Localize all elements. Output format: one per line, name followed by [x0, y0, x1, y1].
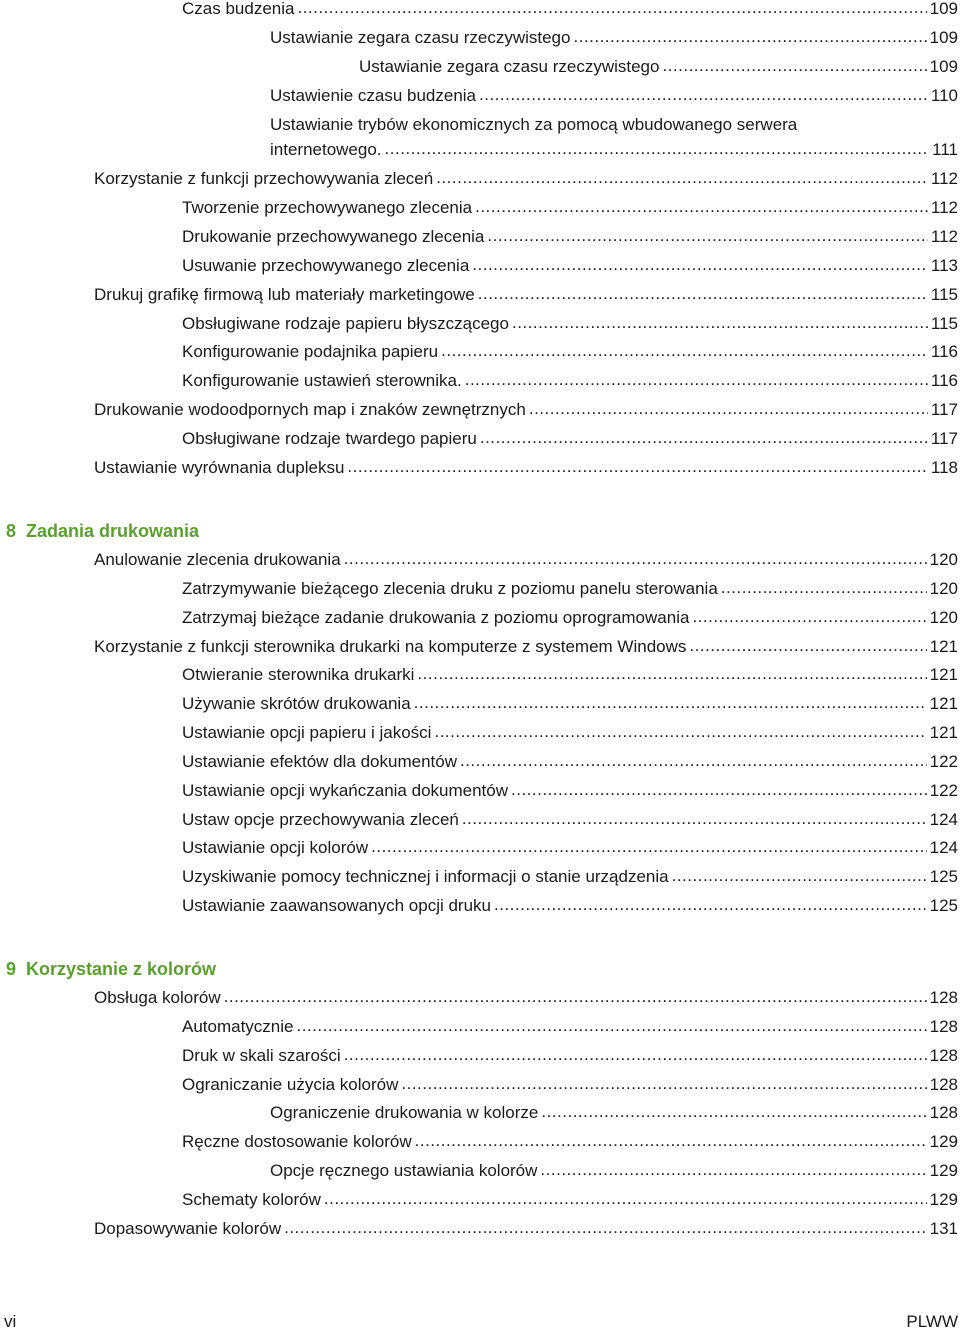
toc-entry-title: Ustawianie efektów dla dokumentów — [182, 752, 457, 771]
toc-entry[interactable] — [94, 457, 958, 479]
footer-code: PLWW — [906, 1312, 958, 1331]
toc-leader — [672, 865, 927, 887]
toc-entry-title: internetowego. — [270, 140, 382, 159]
toc-leader — [434, 721, 926, 743]
toc-leader — [541, 1101, 926, 1123]
toc-entry[interactable] — [94, 1218, 958, 1240]
toc-entry[interactable] — [182, 197, 958, 219]
toc-entry-page: 128 — [929, 1046, 958, 1065]
toc-leader — [529, 398, 928, 420]
chapter-number: 9 — [6, 959, 17, 979]
toc-entry-page: 120 — [929, 550, 958, 569]
toc-entry-page: 117 — [930, 429, 958, 448]
toc-entry[interactable] — [182, 780, 958, 802]
toc-entry-page: 117 — [930, 400, 958, 419]
toc-entry[interactable] — [182, 664, 958, 686]
toc-leader — [414, 692, 927, 714]
toc-entry-page: 118 — [930, 458, 958, 477]
toc-entry-page: 129 — [929, 1161, 958, 1180]
toc-entry-page: 128 — [929, 1017, 958, 1036]
toc-entry-page: 109 — [929, 28, 958, 47]
toc-leader — [224, 986, 927, 1008]
toc-entry[interactable] — [94, 987, 958, 1009]
toc-entry-title: Dopasowywanie kolorów — [94, 1219, 282, 1238]
toc-entry-title: Tworzenie przechowywanego zlecenia — [182, 198, 473, 217]
toc-entry[interactable] — [182, 1074, 958, 1096]
toc-entry-page: 121 — [929, 694, 958, 713]
toc-leader — [344, 548, 927, 570]
toc-leader — [415, 1130, 927, 1152]
toc-leader — [662, 55, 926, 77]
toc-leader — [460, 750, 927, 772]
toc-entry-title: Obsługiwane rodzaje twardego papieru — [182, 429, 477, 448]
toc-entry-page: 128 — [929, 1103, 958, 1122]
toc-leader — [324, 1188, 927, 1210]
toc-entry-title: Ograniczenie drukowania w kolorze — [270, 1103, 539, 1122]
toc-leader — [436, 167, 928, 189]
toc-entry-page: 109 — [929, 57, 958, 76]
toc-entry-page: 109 — [929, 0, 958, 18]
toc-entry-title: Opcje ręcznego ustawiania kolorów — [270, 1161, 538, 1180]
toc-leader — [371, 836, 926, 858]
chapter-heading[interactable] — [6, 958, 216, 980]
toc-entry-page: 128 — [929, 1075, 958, 1094]
toc-entry-title: Korzystanie z funkcji sterownika drukarki na komputerze z systemem Windows — [94, 637, 687, 656]
toc-entry-title: Uzyskiwanie pomocy technicznej i informacji o stanie urządzenia — [182, 867, 669, 886]
toc-entry-page: 115 — [930, 314, 958, 333]
toc-leader — [573, 26, 926, 48]
toc-entry-page: 120 — [929, 608, 958, 627]
chapter-title: Korzystanie z kolorów — [26, 959, 217, 979]
toc-entry[interactable] — [182, 722, 958, 744]
toc-entry[interactable] — [182, 1189, 958, 1211]
toc-entry-page: 112 — [930, 198, 958, 217]
toc-entry[interactable] — [182, 693, 958, 715]
toc-entry[interactable] — [182, 895, 958, 917]
toc-entry[interactable] — [270, 1102, 958, 1124]
toc-entry-title: Konfigurowanie ustawień sterownika. — [182, 371, 462, 390]
toc-entry[interactable] — [270, 139, 958, 161]
toc-leader — [480, 427, 928, 449]
toc-entry[interactable] — [182, 1045, 958, 1067]
toc-leader — [465, 369, 928, 391]
toc-entry-page: 125 — [929, 867, 958, 886]
toc-entry[interactable] — [182, 370, 958, 392]
footer-page-number: vi — [4, 1312, 17, 1331]
toc-entry[interactable] — [182, 1131, 958, 1153]
toc-entry[interactable] — [182, 226, 958, 248]
toc-leader — [475, 196, 928, 218]
toc-entry[interactable] — [94, 549, 958, 571]
toc-leader — [494, 894, 927, 916]
toc-entry-title: Schematy kolorów — [182, 1190, 321, 1209]
toc-leader — [479, 84, 928, 106]
toc-entry-page: 111 — [932, 140, 958, 159]
toc-entry[interactable] — [182, 866, 958, 888]
toc-entry-title: Zatrzymaj bieżące zadanie drukowania z poziomu oprogramowania — [182, 608, 690, 627]
toc-entry-title: Ustawianie zaawansowanych opcji druku — [182, 896, 491, 915]
toc-leader — [385, 138, 930, 160]
toc-leader — [401, 1073, 926, 1095]
toc-leader — [347, 456, 927, 478]
toc-entry[interactable] — [182, 578, 958, 600]
toc-entry[interactable] — [182, 0, 958, 20]
toc-entry-title: Ustawienie czasu budzenia — [270, 86, 477, 105]
toc-entry[interactable] — [94, 636, 958, 658]
toc-entry-page: 122 — [929, 752, 958, 771]
toc-entry-page: 116 — [930, 371, 958, 390]
toc-entry[interactable] — [182, 255, 958, 277]
toc-entry-title: Obsługa kolorów — [94, 988, 221, 1007]
toc-entry-title: Automatycznie — [182, 1017, 294, 1036]
toc-entry-title: Ustawianie wyrównania dupleksu — [94, 458, 345, 477]
toc-entry-page: 121 — [929, 665, 958, 684]
toc-entry-page: 129 — [929, 1132, 958, 1151]
toc-entry-page: 125 — [929, 896, 958, 915]
toc-entry[interactable] — [270, 85, 958, 107]
toc-entry-page: 115 — [930, 285, 958, 304]
toc-entry[interactable] — [182, 751, 958, 773]
toc-entry-title: Konfigurowanie podajnika papieru — [182, 342, 439, 361]
toc-entry[interactable] — [182, 837, 958, 859]
toc-entry-page: 128 — [929, 988, 958, 1007]
toc-entry[interactable] — [94, 399, 958, 421]
toc-entry[interactable] — [182, 607, 958, 629]
toc-entry[interactable] — [94, 284, 958, 306]
toc-leader — [478, 283, 928, 305]
toc-entry[interactable] — [182, 313, 958, 335]
toc-leader — [487, 225, 928, 247]
toc-leader — [472, 254, 928, 276]
toc-entry-title: Czas budzenia — [182, 0, 295, 18]
toc-leader — [692, 606, 926, 628]
toc-entry-title: Druk w skali szarości — [182, 1046, 341, 1065]
toc-entry-title-line1[interactable]: Ustawianie trybów ekonomicznych za pomocą wbudowanego serwera — [270, 115, 798, 134]
toc-entry[interactable] — [359, 56, 958, 78]
toc-leader — [511, 779, 927, 801]
toc-entry-title: Drukowanie wodoodpornych map i znaków zewnętrznych — [94, 400, 526, 419]
toc-entry-title: Anulowanie zlecenia drukowania — [94, 550, 341, 569]
toc-entry[interactable] — [182, 341, 958, 363]
toc-entry-title: Ustawianie opcji papieru i jakości — [182, 723, 432, 742]
toc-entry[interactable] — [182, 428, 958, 450]
toc-entry[interactable] — [94, 168, 958, 190]
toc-entry-title: Usuwanie przechowywanego zlecenia — [182, 256, 470, 275]
toc-entry-page: 122 — [929, 781, 958, 800]
toc-entry-title: Zatrzymywanie bieżącego zlecenia druku z poziomu panelu sterowania — [182, 579, 718, 598]
toc-entry-page: 120 — [929, 579, 958, 598]
toc-entry-title: Drukowanie przechowywanego zlecenia — [182, 227, 485, 246]
toc-leader — [462, 808, 927, 830]
toc-leader — [297, 1015, 927, 1037]
chapter-heading[interactable] — [6, 520, 199, 542]
toc-entry-title: Drukuj grafikę firmową lub materiały marketingowe — [94, 285, 475, 304]
toc-entry-title: Obsługiwane rodzaje papieru błyszczącego — [182, 314, 509, 333]
toc-entry-title: Ograniczanie użycia kolorów — [182, 1075, 399, 1094]
toc-leader — [297, 0, 926, 19]
toc-leader — [721, 577, 927, 599]
toc-leader — [512, 312, 928, 334]
toc-entry-title: Otwieranie sterownika drukarki — [182, 665, 415, 684]
toc-entry-page: 112 — [930, 227, 958, 246]
toc-entry-title: Ustawianie zegara czasu rzeczywistego — [270, 28, 571, 47]
toc-leader — [689, 635, 926, 657]
toc-entry-page: 112 — [930, 169, 958, 188]
chapter-number: 8 — [6, 521, 17, 541]
toc-entry-title: Ręczne dostosowanie kolorów — [182, 1132, 412, 1151]
toc-entry[interactable] — [182, 1016, 958, 1038]
toc-leader — [284, 1217, 927, 1239]
toc-entry-title: Używanie skrótów drukowania — [182, 694, 411, 713]
toc-entry-page: 113 — [930, 256, 958, 275]
toc-entry-page: 110 — [930, 86, 958, 105]
chapter-title: Zadania drukowania — [26, 521, 200, 541]
toc-leader — [344, 1044, 927, 1066]
toc-entry-page: 131 — [929, 1219, 958, 1238]
toc-entry-title: Ustawianie opcji wykańczania dokumentów — [182, 781, 508, 800]
toc-entry-page: 116 — [930, 342, 958, 361]
toc-entry-title: Ustawianie zegara czasu rzeczywistego — [359, 57, 660, 76]
toc-entry-title: Ustaw opcje przechowywania zleceń — [182, 810, 459, 829]
toc-entry-page: 121 — [929, 637, 958, 656]
toc-leader — [417, 663, 926, 685]
toc-entry-title: Korzystanie z funkcji przechowywania zleceń — [94, 169, 434, 188]
toc-entry-page: 124 — [929, 810, 958, 829]
toc-entry-page: 121 — [929, 723, 958, 742]
toc-leader — [540, 1159, 926, 1181]
toc-entry-page: 129 — [929, 1190, 958, 1209]
toc-entry-page: 124 — [929, 838, 958, 857]
toc-entry-title: Ustawianie opcji kolorów — [182, 838, 369, 857]
toc-entry[interactable] — [270, 1160, 958, 1182]
toc-entry[interactable] — [270, 27, 958, 49]
toc-entry[interactable] — [182, 809, 958, 831]
toc-leader — [441, 340, 928, 362]
